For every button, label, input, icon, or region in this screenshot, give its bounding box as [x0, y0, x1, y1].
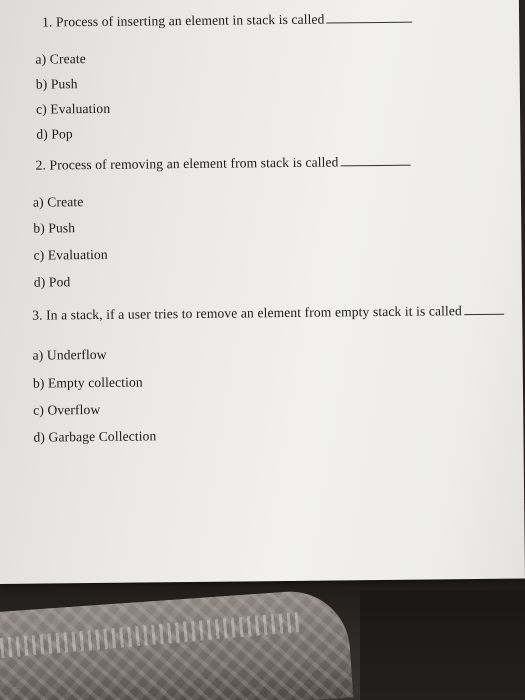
- answer-blank-2: [340, 155, 410, 167]
- q3-option-d: d) Garbage Collection: [33, 428, 157, 445]
- q3-option-a: a) Underflow: [32, 346, 107, 363]
- q2-option-c: c) Evaluation: [33, 246, 108, 263]
- q2-option-d: d) Pod: [33, 274, 71, 290]
- q1-option-c: c) Evaluation: [35, 100, 111, 117]
- question-1-text: 1. Process of inserting an element in stack is called: [42, 11, 325, 30]
- q3-option-c: c) Overflow: [33, 401, 101, 418]
- question-1: [42, 12, 413, 29]
- answer-blank-3: [464, 304, 504, 315]
- q1-option-b: b) Push: [35, 76, 78, 92]
- question-2: [36, 155, 411, 173]
- question-3: [32, 304, 504, 323]
- q2-option-a: a) Create: [32, 194, 84, 210]
- question-2-text: 2. Process of removing an element from stack is called: [35, 154, 339, 173]
- question-3-text: 3. In a stack, if a user tries to remove an element from empty stack it is called: [32, 303, 462, 323]
- q1-option-a: a) Create: [35, 51, 86, 67]
- q2-option-b: b) Push: [33, 220, 76, 236]
- answer-blank-1: [326, 12, 412, 24]
- dark-fabric: [360, 590, 525, 700]
- q1-option-d: d) Pop: [36, 126, 73, 142]
- q3-option-b: b) Empty collection: [32, 374, 143, 391]
